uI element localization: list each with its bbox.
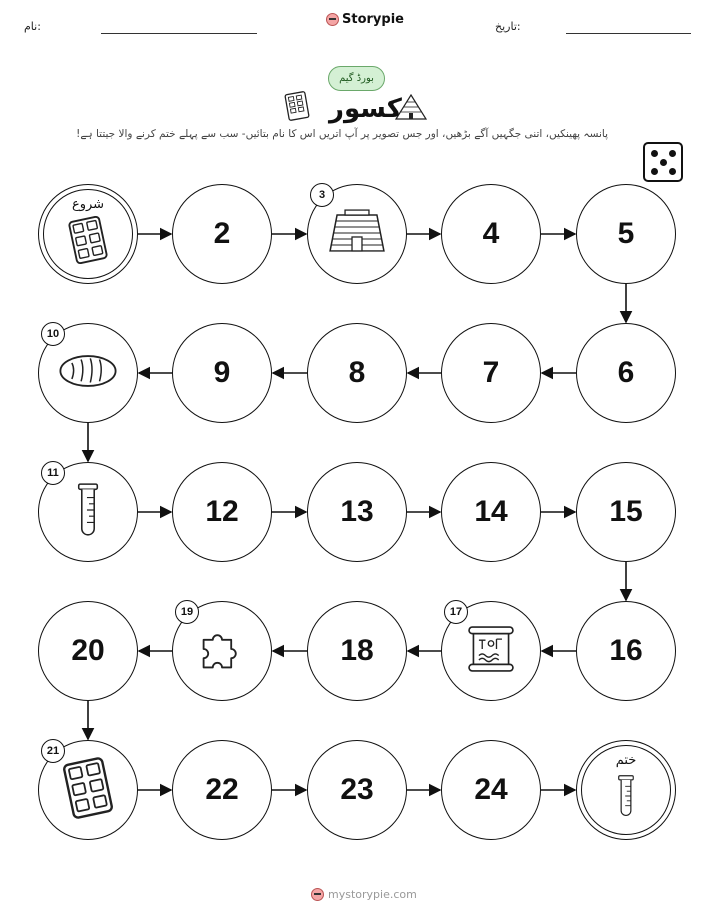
board-square-22 <box>172 740 272 840</box>
board-square-21 <box>38 740 138 840</box>
square-number-badge: 17 <box>444 600 468 624</box>
end-label: ختم <box>615 753 637 768</box>
board-square-23 <box>307 740 407 840</box>
board-game-badge: بورڈ گیم <box>328 66 385 91</box>
board-square-6 <box>576 323 676 423</box>
board-square-12 <box>172 462 272 562</box>
mascot-icon <box>311 888 324 901</box>
board-square-15 <box>576 462 676 562</box>
square-number: 9 <box>213 356 231 389</box>
square-number: 15 <box>609 495 643 528</box>
board-square-8 <box>307 323 407 423</box>
date-label: تاریخ: <box>495 20 521 33</box>
square-number: 24 <box>474 773 508 806</box>
papyrus-scroll-icon <box>467 625 515 677</box>
board-square-11 <box>38 462 138 562</box>
square-number-badge: 10 <box>41 322 65 346</box>
board-square-24 <box>441 740 541 840</box>
square-number-badge: 19 <box>175 600 199 624</box>
board-square-7 <box>441 323 541 423</box>
board-square-start <box>38 184 138 284</box>
square-number: 2 <box>213 217 231 250</box>
board-square-5 <box>576 184 676 284</box>
bread-icon <box>58 354 118 393</box>
start-label: شروع <box>71 197 105 212</box>
footer <box>311 888 417 901</box>
instructions: پانسہ پھینکیں، اتنی جگہیں آگے بڑھیں، اور جس تصویر پر آپ اتریں اس کا نام بتائیں- سب سے پہلے ختم کرنے والا جیتتا ہے! <box>76 128 608 140</box>
test-tube-icon <box>618 774 634 821</box>
square-number: 8 <box>348 356 366 389</box>
square-number: 6 <box>617 356 635 389</box>
square-number: 23 <box>340 773 374 806</box>
square-number: 22 <box>205 773 239 806</box>
chocolate-bar-icon <box>70 216 106 267</box>
pyramid-icon <box>327 209 387 259</box>
square-number: 18 <box>340 634 374 667</box>
board-square-3 <box>307 184 407 284</box>
square-number-badge: 3 <box>310 183 334 207</box>
puzzle-piece-icon <box>199 626 245 676</box>
board-square-13 <box>307 462 407 562</box>
board-square-4 <box>441 184 541 284</box>
test-tube-icon <box>78 482 99 541</box>
square-number: 20 <box>71 634 105 667</box>
square-number: 5 <box>617 217 635 250</box>
square-number: 12 <box>205 495 239 528</box>
board-square-20 <box>38 601 138 701</box>
square-number: 14 <box>474 495 508 528</box>
board-square-9 <box>172 323 272 423</box>
square-number: 16 <box>609 634 643 667</box>
chocolate-bar-icon <box>65 758 111 822</box>
square-number: 13 <box>340 495 374 528</box>
board-square-17 <box>441 601 541 701</box>
board-square-19 <box>172 601 272 701</box>
name-label: نام: <box>24 20 41 33</box>
board-square-10 <box>38 323 138 423</box>
board-square-16 <box>576 601 676 701</box>
page-title: کسور <box>329 94 402 124</box>
square-number: 7 <box>482 356 500 389</box>
square-number-badge: 11 <box>41 461 65 485</box>
board-square-18 <box>307 601 407 701</box>
board-square-2 <box>172 184 272 284</box>
board-square-14 <box>441 462 541 562</box>
footer-url: mystorypie.com <box>328 888 417 901</box>
board-square-end <box>576 740 676 840</box>
square-number-badge: 21 <box>41 739 65 763</box>
square-number: 4 <box>482 217 500 250</box>
brand-name: Storypie <box>342 12 404 27</box>
